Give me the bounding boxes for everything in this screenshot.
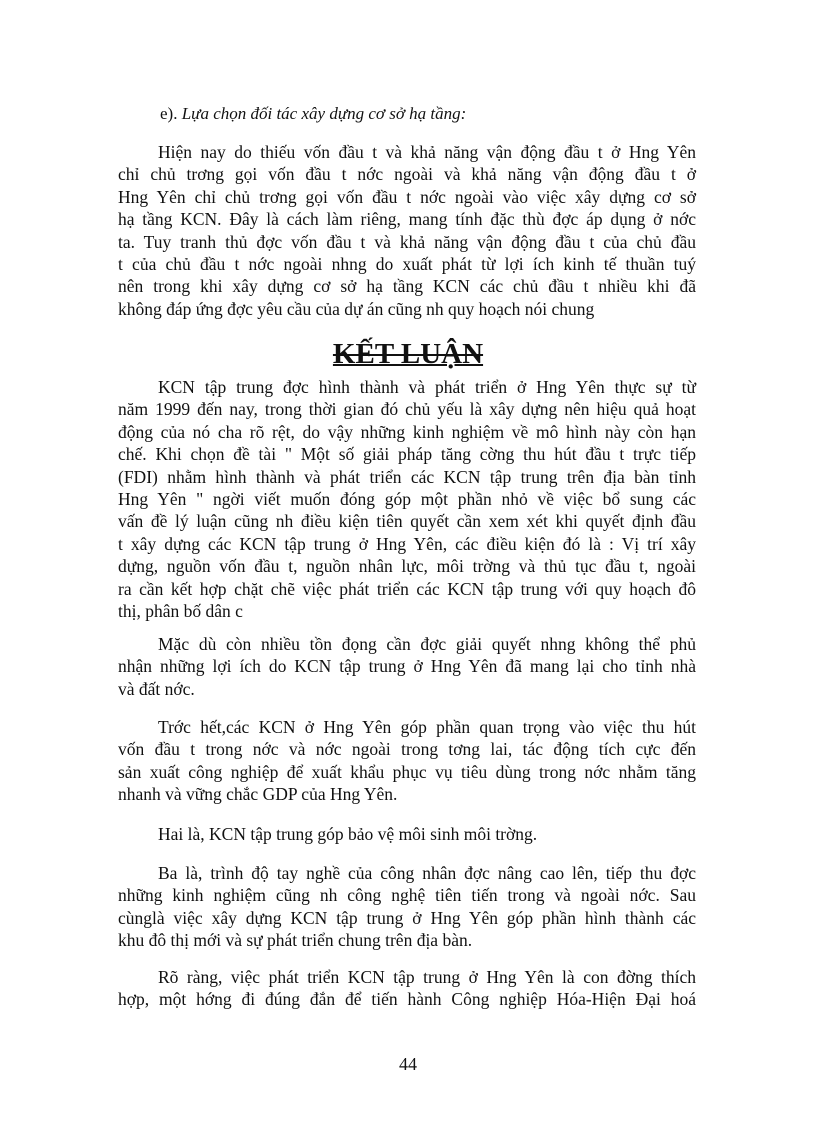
text-line: Trớc hết,các KCN ở Hng Yên góp phần quan trọng vào việc thu hút — [158, 717, 696, 737]
text-line: động của nó cha rõ rệt, do vậy những kinh nghiệm về mô hình này còn hạn — [118, 421, 696, 442]
text-line: sản xuất công nghiệp để xuất khẩu phục vụ tiêu dùng trong nớc nhằm tăng — [118, 761, 696, 782]
subheading-text: Lựa chọn đối tác xây dựng cơ sở hạ tầng: — [181, 104, 467, 123]
text-line: Rõ ràng, việc phát triển KCN tập trung ở Hng Yên là con đờng thích — [158, 967, 696, 987]
text-line: Ba là, trình độ tay nghề của công nhân đợc nâng cao lên, tiếp thu đợc — [158, 863, 696, 883]
text-line: Mặc dù còn nhiều tồn đọng cần đợc giải quyết nhng không thể phủ — [158, 634, 696, 654]
text-line: chế. Khi chọn đề tài " Một số giải pháp tăng cờng thu hút đầu t trực tiếp — [118, 444, 696, 465]
paragraph-third-benefit — [118, 862, 696, 952]
text-line: nên trong khi xây dựng cơ sở hạ tầng KCN các chủ đầu t nhiều khi đã — [118, 276, 696, 297]
text-line: ra cần kết hợp chặt chẽ việc phát triển các KCN tập trung với quy hoạch đô — [118, 578, 696, 599]
text-line: t của chủ đầu t nớc ngoài nhng do xuất phát từ lợi ích kinh tế thuần tuý — [118, 253, 696, 274]
text-line: năm 1999 đến nay, trong thời gian đó chủ yếu là xây dựng nên hiệu quả hoạt — [118, 399, 696, 420]
text-line: hợp, một hớng đi đúng đắn để tiến hành Công nghiệp Hóa-Hiện Đại hoá — [118, 989, 696, 1010]
text-line: t xây dựng các KCN tập trung ở Hng Yên, các điều kiện đó là : Vị trí xây — [118, 533, 696, 554]
text-line: khu đô thị mới và sự phát triển chung trên địa bàn. — [118, 930, 473, 951]
text-line: thị, phân bố dân c — [118, 600, 243, 621]
text-line: nhận những lợi ích do KCN tập trung ở Hng Yên đã mang lại cho tỉnh nhà — [118, 656, 696, 677]
text-line: hạ tầng KCN. Đây là cách làm riêng, mang tính đặc thù đợc áp dụng ở nớc — [118, 209, 696, 230]
text-line: cùnglà việc xây dựng KCN tập trung ở Hng Yên góp phần hình thành các — [118, 907, 696, 928]
text-line: nhanh và vững chắc GDP của Hng Yên. — [118, 784, 398, 805]
text-line: vốn đầu t trong nớc và nớc ngoài trong tơng lai, tác động tích cực đến — [118, 739, 696, 760]
paragraph-second-benefit — [118, 823, 696, 845]
text-line: ta. Tuy tranh thủ đợc vốn đầu t và khả năng vận động đầu t của chủ đầu — [118, 231, 696, 252]
paragraph-benefits — [118, 633, 696, 700]
text-line: vấn đề lý luận cũng nh điều kiện tiên quyết cần xem xét khi quyết định đầu — [118, 511, 696, 532]
text-line: Hai là, KCN tập trung góp bảo vệ môi sinh môi trờng. — [158, 824, 538, 844]
paragraph-conclusion — [118, 966, 696, 1011]
text-line: Hiện nay do thiếu vốn đầu t và khả năng vận động đầu t ở Hng Yên — [158, 142, 696, 162]
text-line: Hng Yên chỉ chủ trơng gọi vốn đầu t nớc ngoài vào việc xây dựng cơ sở — [118, 186, 696, 207]
paragraph-first-benefit — [118, 716, 696, 806]
conclusion-title: KẾT LUẬN — [332, 338, 484, 370]
text-line: dựng, nguồn vốn đầu t, nguồn nhân lực, môi trờng và thủ tục đầu t, ngoài — [118, 556, 696, 577]
paragraph-kcn-development — [118, 376, 696, 622]
section-subheading — [160, 103, 466, 125]
page-number: 44 — [399, 1054, 417, 1074]
text-line: Hng Yên " ngời viết muốn đóng góp một phần nhỏ về việc bổ sung các — [118, 488, 696, 509]
text-line: không đáp ứng đợc yêu cầu của dự án cũng nh quy hoạch nói chung — [118, 298, 595, 319]
subheading-marker: e). — [160, 104, 178, 123]
text-line: những kinh nghiệm cũng nh công nghệ tiên tiến trong và ngoài nớc. Sau — [118, 885, 696, 906]
paragraph-infrastructure-partners — [118, 141, 696, 320]
text-line: (FDI) nhằm hình thành và phát triển các KCN tập trung trên địa bàn tỉnh — [118, 466, 696, 487]
text-line: KCN tập trung đợc hình thành và phát triển ở Hng Yên thực sự từ — [158, 377, 696, 397]
text-line: và đất nớc. — [118, 678, 195, 699]
text-line: chỉ chủ trơng gọi vốn đầu t nớc ngoài và khả năng vận động đầu t ở — [118, 164, 696, 185]
